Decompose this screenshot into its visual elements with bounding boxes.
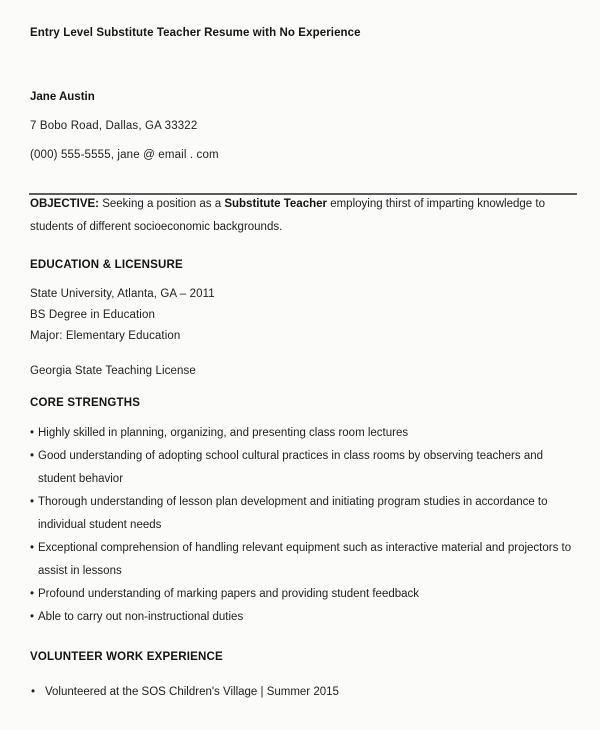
list-item: BS Degree in Education (30, 309, 155, 321)
list-item (30, 491, 575, 537)
list-item-label: Profound understanding of marking papers and providing student feedback (38, 588, 420, 600)
objective-emphasis: Substitute Teacher (224, 198, 327, 210)
list-item-label: Good understanding of adopting school cultural practices in class rooms by observing teachers and student behavior (38, 450, 544, 485)
list-item (30, 422, 575, 445)
list-item (30, 681, 575, 704)
objective-text-before: Seeking a position as a (99, 198, 225, 210)
list-item (30, 606, 575, 629)
list-item-label: Thorough understanding of lesson plan development and initiating program studies in accordance to individual student needs (38, 496, 548, 531)
core-strengths-list (30, 409, 575, 629)
contact-phone-email: (000) 555-5555, jane @ email . com (30, 149, 219, 161)
objective-paragraph (30, 161, 575, 239)
bullet-icon: • (30, 542, 35, 554)
objective-text-after: employing thirst of imparting knowledge to students of different socioeconomic backgrounds. (30, 198, 545, 233)
volunteer-list (30, 663, 575, 704)
bullet-icon: • (30, 450, 35, 462)
objective-label: OBJECTIVE: (30, 198, 100, 210)
list-item-label: Exceptional comprehension of handling relevant equipment such as interactive material and projectors to assist in lessons (38, 542, 572, 577)
page-title: Entry Level Substitute Teacher Resume with No Experience (30, 27, 361, 39)
section-heading-core-strengths: CORE STRENGTHS (30, 397, 141, 409)
bullet-icon: • (31, 686, 36, 698)
bullet-icon: • (30, 611, 35, 623)
list-item: State University, Atlanta, GA – 2011 (30, 288, 215, 300)
section-heading-volunteer: VOLUNTEER WORK EXPERIENCE (30, 651, 223, 663)
bullet-icon: • (30, 588, 35, 600)
bullet-icon: • (30, 496, 35, 508)
list-item (30, 537, 575, 583)
list-item-label: Highly skilled in planning, organizing, and presenting class room lectures (38, 427, 409, 439)
list-item: Major: Elementary Education (30, 330, 181, 342)
education-entry-list (30, 271, 575, 347)
list-item-label: Able to carry out non-instructional duties (38, 611, 244, 623)
section-heading-education: EDUCATION & LICENSURE (30, 259, 183, 271)
list-item (30, 583, 575, 606)
list-item-label: Volunteered at the SOS Children's Village | Summer 2015 (45, 686, 339, 698)
list-item (30, 445, 575, 491)
contact-address: 7 Bobo Road, Dallas, GA 33322 (30, 120, 198, 132)
candidate-name: Jane Austin (30, 91, 95, 103)
teaching-license: Georgia State Teaching License (30, 365, 196, 377)
header-divider (29, 193, 577, 195)
bullet-icon: • (30, 427, 35, 439)
